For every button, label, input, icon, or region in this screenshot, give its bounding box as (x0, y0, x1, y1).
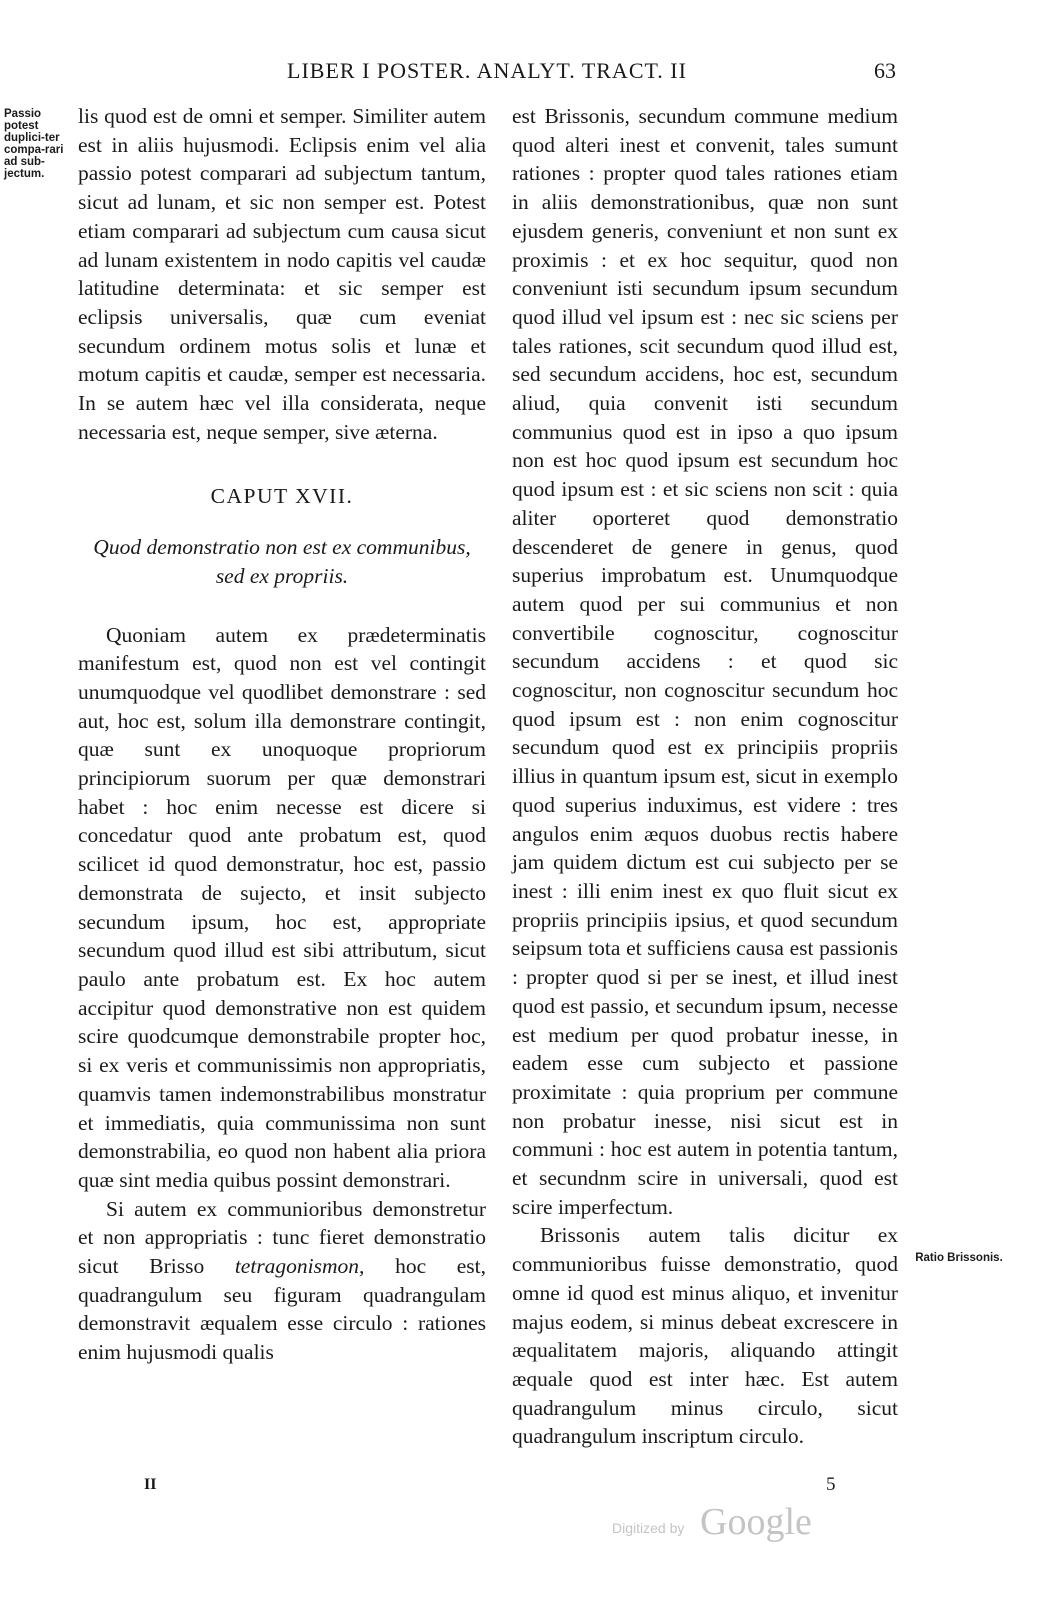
running-head: LIBER I POSTER. ANALYT. TRACT. II (287, 58, 687, 83)
left-column (78, 102, 486, 1367)
google-logo: Google (700, 1501, 812, 1543)
paragraph-quoniam: Quoniam autem ex prædeterminatis manifestum est, quod non est vel contingit unumquodque vel quodlibet demonstrare : sed aut, hoc est, solum illa demonstrare contingit, quæ sunt ex unoquoque propriorum principiorum suorum per quæ demonstrari habet : hoc enim necesse est dicere si concedatur quod ante probatum est, quod scilicet id quod demonstratur, hoc est, passio demonstrata de sujecto, et insit subjecto secundum ipsum, hoc est, appropriate secundum quod illud est sibi attributum, sicut paulo ante probatum est. Ex hoc autem accipitur quod demonstrative non est quidem scire quodcumque demonstrabile propter hoc, si ex veris et communissimis non appropriatis, quamvis tamen indemonstrabilibus monstratur et immediatis, quia communissima non sunt demonstrabilia, eo quod non habent alia priora quæ sint media quibus possint demonstrari. (78, 622, 486, 1192)
watermark-prefix: Digitized by (612, 1520, 685, 1536)
continuation-paragraph-right: est Brissonis, secundum commune medium quod alteri inest et convenit, tales sumunt rationes : propter quod tales rationes etiam in aliis demonstrationibus, quæ non sunt ejusdem generis, conveniunt et non sunt ex proximis : et ex hoc sequitur, quod non conveniunt isti secundum ipsum secundum quod illud vel ipsum est : nec sic sciens per tales rationes, scit secundum quod illud est, sed secundum accidens, hoc est, secundum aliud, quia convenit isti secundum communius quod est in ipso a quo ipsum non est hoc quod ipsum est secundum hoc quod ipsum est : et sic sciens non scit : quia aliter oporteret quod demonstratio descenderet de genere in genus, quod superius improbatum est. Unumquodque autem quod per sui communius et non convertibile cognoscitur, cognoscitur secundum accidens : et quod sic cognoscitur, non cognoscitur secundum hoc quod ipsum est : non enim cognoscitur secundum quod est ex principiis propriis illius in quantum ipsum est, sicut in exemplo quod superius induximus, est videre : tres angulos enim æquos duobus rectis habere jam quidem dictum est cui subjecto per se inest : illi enim inest ex quo fluit sicut ex propriis principiis ipsius, et quod secundum seipsum tota et sufficiens causa est passionis : propter quod si per se inest, et illud inest quod est passio, et secundum ipsum, necesse est medium per quod probatur inesse, in eadem esse cum subjecto et passione proximitate : quia proprium per commune non probatur inesse, nisi sicut est in communi : hoc est autem in potentia tantum, et secundnm scire in universali, quod est scire imperfectum. (512, 104, 898, 1219)
margin-note-left: Passio potest duplici-ter compa-rari ad sub-jectum. (4, 108, 64, 180)
paragraph-si-autem-start: Si autem ex communioribus demonstretur et non appropriatis : tunc fieret demonstratio sicut Brisso (78, 1196, 486, 1279)
margin-note-right: Ratio Brissonis. (915, 1252, 1003, 1264)
paragraph-brissonis: Brissonis autem talis dicitur ex communioribus fuisse demonstratio, quod omne id quod est minus aliquo, et invenitur majus eodem, si minus debeat excrescere in æqualitatem majoris, aliquando attingit æquale quod est inter hæc. Est autem quadrangulum minus circulo, sicut quadrangulum inscriptum circulo. (512, 1223, 898, 1449)
chapter-heading: CAPUT XVII. (210, 484, 354, 509)
digitized-watermark (612, 1500, 842, 1550)
continuation-paragraph-left: lis quod est de omni et semper. Similiter autem est in aliis hujusmodi. Eclipsis enim vel alia passio potest comparari ad subjectum tantum, sicut ad lunam, et sic non semper est. Potest etiam comparari ad subjectum cum causa sicut ad lunam existentem in nodo capitis vel caudæ latitudine determinata: et sic semper est eclipsis universalis, quæ cum eveniat secundum ordinem motus solis et lunæ et motum capitis et caudæ, semper est necessaria. In se autem hæc vel illa considerata, neque necessaria est, neque semper, sive æterna. (78, 104, 486, 444)
signature-mark-left: II (144, 1476, 157, 1493)
paragraph-si-autem (78, 1195, 486, 1367)
signature-mark-right: 5 (826, 1474, 836, 1495)
page-header (78, 58, 896, 90)
page-number: 63 (874, 58, 896, 83)
tetragonismon-term: tetragonismon, (234, 1254, 365, 1279)
chapter-subtitle: Quod demonstratio non est ex communibus, sed ex propriis. (93, 535, 471, 588)
right-column (512, 102, 898, 1451)
paragraph-si-autem-end: hoc est, quadrangulum seu figuram quadrangulam demonstravit æqualem esse circulo : rationes enim hujusmodi qualis (78, 1254, 486, 1365)
